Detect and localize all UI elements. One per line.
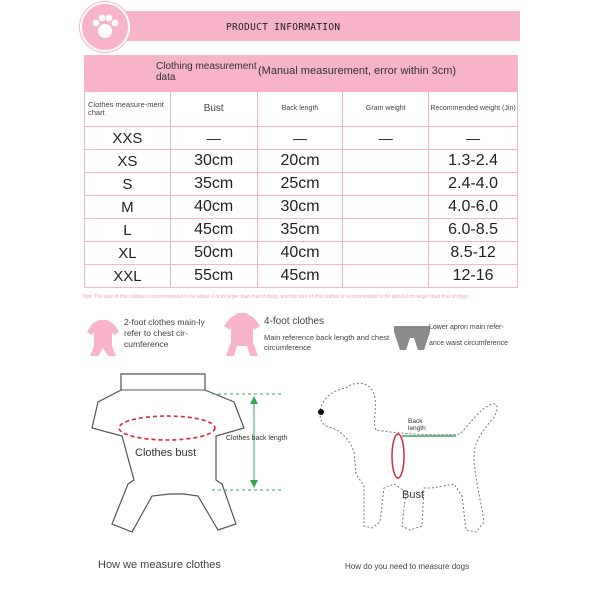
bust-cell: 30cm: [170, 150, 257, 173]
size-cell: XXL: [85, 265, 171, 288]
dog-back-length-label: Back length: [408, 418, 426, 432]
size-table: [84, 91, 518, 288]
gram-cell: [343, 150, 429, 173]
col-header-back-length: Back length: [257, 92, 343, 127]
four-foot-desc: Main reference back length and chest circumference: [264, 333, 390, 352]
arrow-down-icon: [250, 480, 258, 488]
bust-cell: 50cm: [170, 242, 257, 265]
gram-cell: —: [343, 127, 429, 150]
table-row: [85, 173, 518, 196]
back-cell: 35cm: [257, 219, 343, 242]
two-foot-clothes-icon: [86, 318, 120, 358]
size-cell: M: [85, 196, 171, 219]
tips-text: Tips: The size of this clothes is recommended to be about 2-3cm larger than that of dogs, and the size of this clothes is recommended to be about 2cm larger than that of dogs.: [82, 294, 470, 300]
four-foot-title: 4-foot clothes: [264, 316, 325, 327]
back-cell: 45cm: [257, 265, 343, 288]
table-row: [85, 150, 518, 173]
bust-cell: 55cm: [170, 265, 257, 288]
col-header-gram-weight: Gram weight: [343, 92, 429, 127]
caption-measure-dogs: How do you need to measure dogs: [345, 562, 470, 571]
table-heading-note: (Manual measurement, error within 3cm): [258, 65, 457, 77]
gram-cell: [343, 242, 429, 265]
size-cell: L: [85, 219, 171, 242]
bust-cell: 45cm: [170, 219, 257, 242]
caption-measure-clothes: How we measure clothes: [98, 559, 221, 571]
clothes-diagram: [88, 370, 298, 550]
size-cell: XXS: [85, 127, 171, 150]
back-cell: 20cm: [257, 150, 343, 173]
size-cell: XS: [85, 150, 171, 173]
page-title: PRODUCT INFORMATION: [226, 22, 341, 33]
paw-icon: [82, 4, 128, 50]
bust-cell: —: [170, 127, 257, 150]
clothes-bust-label: Clothes bust: [135, 447, 197, 459]
clothes-back-length-label: Clothes back length: [226, 435, 288, 442]
table-row: [85, 196, 518, 219]
back-cell: 40cm: [257, 242, 343, 265]
arrow-up-icon: [250, 396, 258, 404]
size-cell: XL: [85, 242, 171, 265]
weight-cell: 8.5-12: [429, 242, 518, 265]
paw-logo: [80, 2, 130, 52]
gram-cell: [343, 196, 429, 219]
table-heading-main: Clothing measurement data: [156, 61, 257, 83]
dog-nose: [318, 409, 324, 415]
apron-icon: [392, 324, 432, 352]
table-row: [85, 219, 518, 242]
col-header-recommended-weight: Recommended weight (Jin): [429, 92, 518, 127]
table-header-row: [85, 92, 518, 127]
table-row: [85, 242, 518, 265]
four-foot-clothes-icon: [222, 312, 262, 358]
weight-cell: 12-16: [429, 265, 518, 288]
weight-cell: 4.0-6.0: [429, 196, 518, 219]
size-cell: S: [85, 173, 171, 196]
gram-cell: [343, 265, 429, 288]
table-row: [85, 127, 518, 150]
dog-outline: [320, 383, 497, 532]
col-header-chart: Clothes measure-ment chart: [85, 92, 171, 127]
table-row: [85, 265, 518, 288]
weight-cell: —: [429, 127, 518, 150]
weight-cell: 6.0-8.5: [429, 219, 518, 242]
gram-cell: [343, 173, 429, 196]
gram-cell: [343, 219, 429, 242]
back-cell: —: [257, 127, 343, 150]
bust-cell: 40cm: [170, 196, 257, 219]
dog-bust-label: Bust: [402, 489, 425, 501]
back-cell: 30cm: [257, 196, 343, 219]
weight-cell: 1.3-2.4: [429, 150, 518, 173]
apron-caption-a: Lower apron main refer-: [429, 324, 504, 331]
col-header-bust: Bust: [170, 92, 257, 127]
back-cell: 25cm: [257, 173, 343, 196]
bust-cell: 35cm: [170, 173, 257, 196]
dog-diagram: [310, 376, 506, 554]
two-foot-caption: 2-foot clothes main-ly refer to chest cir-cumference: [124, 317, 205, 349]
weight-cell: 2.4-4.0: [429, 173, 518, 196]
apron-caption-b: ance waist circumference: [429, 340, 508, 347]
